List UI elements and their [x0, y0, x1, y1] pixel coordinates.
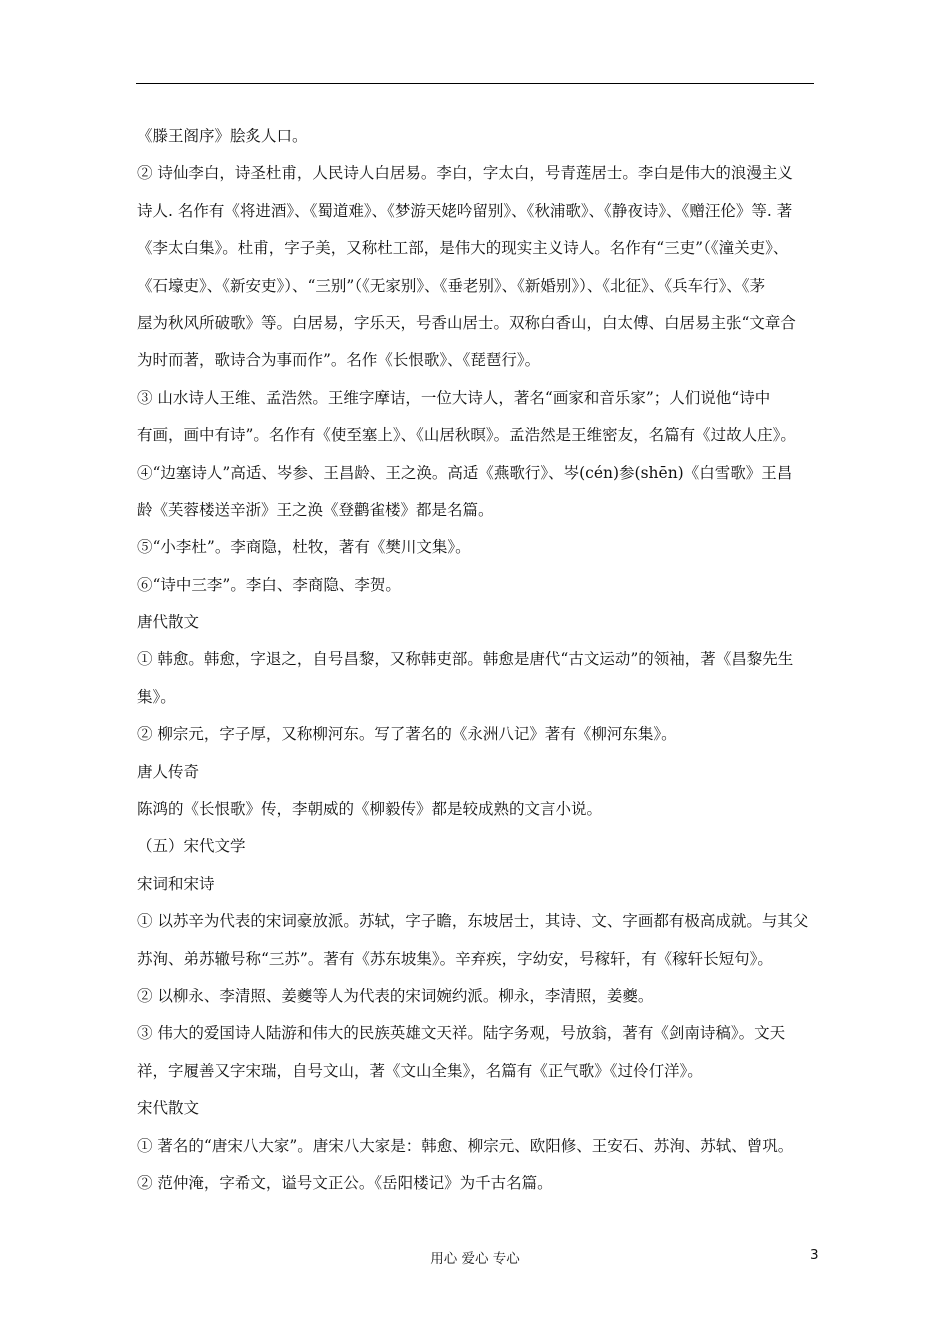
- text-line: ③ 伟大的爱国诗人陆游和伟大的民族英雄文天祥。陆字务观，号放翁，著有《剑南诗稿》。文天: [137, 1024, 786, 1043]
- text-line: 屋为秋风所破歌》等。白居易，字乐天，号香山居士。双称白香山，白太傅、白居易主张“文章合: [137, 313, 796, 332]
- header-rule: [136, 83, 814, 84]
- text-line: ① 以苏辛为代表的宋词豪放派。苏轼，字子瞻，东坡居士，其诗、文、字画都有极高成就。与其父: [137, 912, 809, 931]
- text-line: ① 著名的“唐宋八大家”。唐宋八大家是：韩愈、柳宗元、欧阳修、王安石、苏洵、苏轼、曾巩。: [137, 1136, 794, 1155]
- text-line: ② 范仲淹，字希文，谥号文正公。《岳阳楼记》为千古名篇。: [137, 1173, 553, 1192]
- text-line: 有画，画中有诗”。名作有《使至塞上》、《山居秋暝》。孟浩然是王维密友，名篇有《过故人庄》。: [137, 426, 796, 445]
- section-heading: 唐代散文: [137, 613, 200, 632]
- text-line: 《滕王阁序》脍炙人口。: [137, 127, 308, 145]
- text-line: 苏洵、弟苏辙号称“三苏”。著有《苏东坡集》。辛弃疾，字幼安，号稼轩，有《稼轩长短句》。: [137, 949, 773, 968]
- text-line: ② 柳宗元，字子厚，又称柳河东。写了著名的《永洲八记》著有《柳河东集》。: [137, 725, 677, 744]
- text-line: ② 以柳永、李清照、姜夔等人为代表的宋词婉约派。柳永，李清照，姜夔。: [137, 986, 654, 1005]
- text-line: ③ 山水诗人王维、孟浩然。王维字摩诘，一位大诗人，著名“画家和音乐家”；人们说他“诗中: [137, 388, 771, 407]
- text-line: ⑥“诗中三李”。李白、李商隐、李贺。: [137, 575, 401, 594]
- text-line: 集》。: [137, 687, 176, 706]
- section-heading: 宋代散文: [137, 1099, 200, 1118]
- text-line: 陈鸿的《长恨歌》传，李朝威的《柳毅传》都是较成熟的文言小说。: [137, 800, 603, 819]
- section-heading: 宋词和宋诗: [137, 874, 215, 893]
- text-line: 为时而著，歌诗合为事而作”。名作《长恨歌》、《琵琶行》。: [137, 351, 541, 370]
- page-number: 3: [810, 1247, 819, 1263]
- text-line: 《石壕吏》、《新安吏》）、“三别”（《无家别》、《垂老别》、《新婚别》）、《北征》、《兵车行》、《茅: [137, 276, 766, 295]
- document-body: [137, 118, 817, 1202]
- section-heading: 唐人传奇: [137, 762, 200, 781]
- text-line: 祥，字履善又字宋瑞，自号文山，著《文山全集》，名篇有《正气歌》《过伶仃洋》。: [137, 1061, 703, 1080]
- text-line: ④“边塞诗人”高适、岑参、王昌龄、王之涣。高适《燕歌行》、岑(cén)参(shēn)《白雪歌》王昌: [137, 463, 793, 482]
- text-line: 《李太白集》。杜甫，字子美，又称杜工部，是伟大的现实主义诗人。名作有“三吏”（《潼关吏》、: [137, 239, 789, 258]
- text-line: ② 诗仙李白，诗圣杜甫，人民诗人白居易。李白，字太白，号青莲居士。李白是伟大的浪漫主义: [137, 164, 793, 183]
- text-line: ⑤“小李杜”。李商隐，杜牧，著有《樊川文集》。: [137, 538, 471, 557]
- footer-motto: 用心 爱心 专心: [430, 1251, 520, 1267]
- text-line: ① 韩愈。韩愈，字退之，自号昌黎，又称韩吏部。韩愈是唐代“古文运动”的领袖，著《昌黎先生: [137, 650, 794, 669]
- text-line: 诗人. 名作有《将进酒》、《蜀道难》、《梦游天姥吟留别》、《秋浦歌》、《静夜诗》、《赠汪伦》等. 著: [137, 201, 793, 220]
- section-heading: （五）宋代文学: [137, 837, 246, 856]
- text-line: 龄《芙蓉楼送辛浙》王之涣《登鹳雀楼》都是名篇。: [137, 500, 494, 519]
